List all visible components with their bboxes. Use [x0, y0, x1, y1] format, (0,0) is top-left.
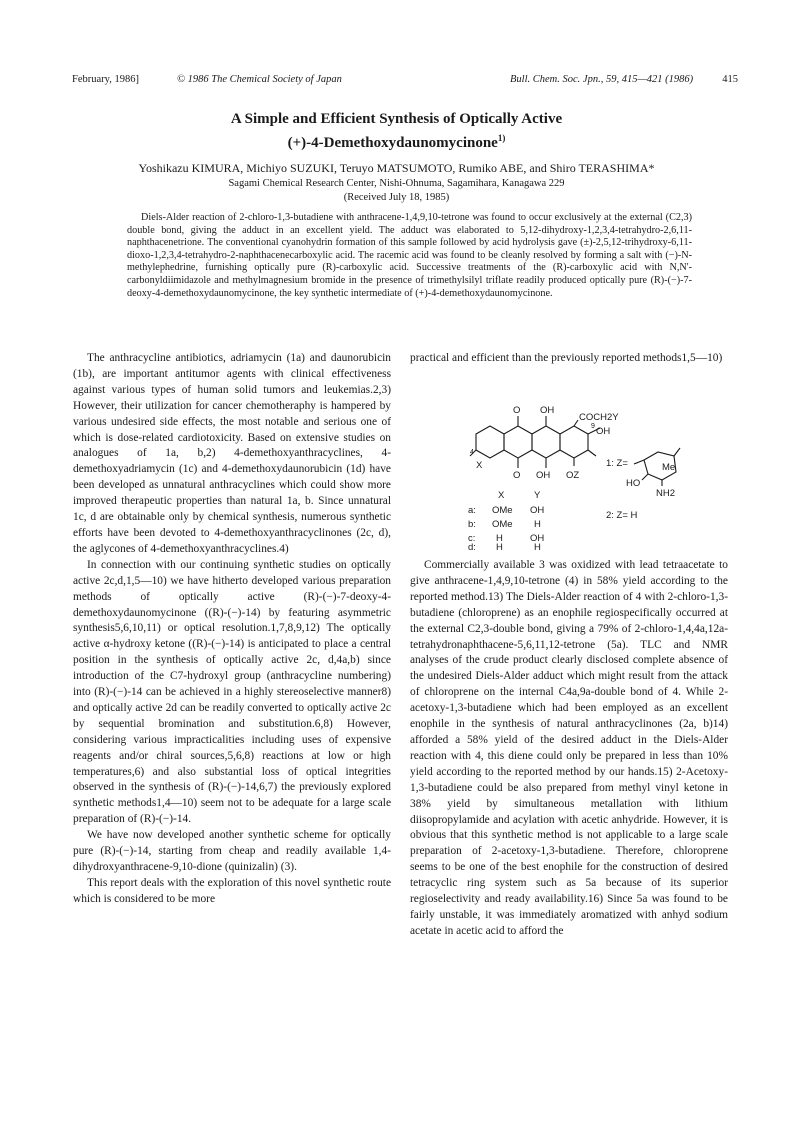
copyright-notice: © 1986 The Chemical Society of Japan: [177, 74, 342, 85]
table-header-y: Y: [534, 490, 541, 501]
label-x: X: [476, 460, 483, 471]
row-c-label: c:: [468, 533, 476, 544]
sugar-nh2: NH2: [656, 488, 676, 499]
page-number: 415: [722, 74, 738, 85]
row-d-y: H: [534, 542, 541, 550]
issue-date: February, 1986]: [72, 74, 139, 85]
row-b-label: b:: [468, 519, 476, 530]
label-oh-bottom: OH: [536, 470, 551, 481]
running-head: [72, 74, 738, 88]
row-d-label: d:: [468, 542, 476, 550]
z2-label: 2: Z= H: [606, 510, 638, 521]
label-cocH2y: COCH2Y: [579, 412, 619, 423]
title-line-2: (+)-4-Demethoxydaunomycinone: [287, 135, 498, 151]
label-pos4: 4: [470, 449, 474, 456]
row-b-y: H: [534, 519, 541, 530]
abstract-text: Diels-Alder reaction of 2-chloro-1,3-butadiene with anthracene-1,4,9,10-tetrone was found to occur exclusively at the external (C2,3) double bond, giving the adduct in an excellent yield. The adduct was elaborated to 5,12-dihydroxy-1,2,3,4-tetrahydro-2,6,11-naphthacenetrione. The conventional cyanohydrin formation of this sample followed by acid hydrolysis gave (±)-2,5,12-trihydroxy-6,11-dioxo-1,2,3,4-tetrahydro-2-naphthacenecarboxylic acid. The racemic acid was found to be cleanly resolved by forming a salt with (−)-N-methylephedrine, furnishing optically pure (R)-carboxylic acid. Successive treatments of the (R)-carboxylic acid with N,N'-carbonyldiimidazole and methylmagnesium bromide in the presence of trimethylsilyl triflate readily produced optically pure (R)-(−)-7-deoxy-4-demethoxydaunomycinone, the key synthetic intermediate of (+)-4-demethoxydaunomycinone.: [127, 212, 692, 299]
structure-scheme: [410, 398, 728, 550]
body-paragraph: We have now developed another synthetic scheme for optically pure (R)-(−)-14, starting from cheap and readily available 1,4-dihydroxyanthracene-9,10-dione (quinizalin) (3).: [73, 829, 391, 873]
label-pos9: 9: [591, 423, 595, 430]
row-a-label: a:: [468, 505, 476, 516]
label-o-top: O: [513, 405, 521, 416]
label-oh-top: OH: [540, 405, 555, 416]
substituent-table: [468, 505, 544, 550]
table-header-x: X: [498, 490, 505, 501]
body-column-left: [73, 351, 391, 908]
body-paragraph: The anthracycline antibiotics, adriamycin (1a) and daunorubicin (1b), are important antitumor agents with clinical effectiveness against various types of human solid tumors and leukemias.2,3) However, their utilization for cancer chemotheraphy is hampered by various undesired side effects, the most notable and serious one of which is dose-related cardiotoxicity. Based on extensive studies on analogues of 1a, b,2) 4-demethoxyanthracyclines, 4-demethoxyadriamycin (1c) and 4-demethoxydaunorubicin (1d) have been developed as unnatural anthracyclines which could show more improved therapeutic properties than natural 1a, b. Since unnatural 1c, d are obtainable only by chemical synthesis, numerous synthetic efforts have been devoted to 4-demethoxyanthracyclinones (2c, d), the aglycones of 4-demethoxyanthracyclines.4): [73, 352, 391, 555]
article-title: [100, 110, 693, 153]
abstract: [127, 212, 692, 300]
row-c-x: H: [496, 533, 503, 544]
received-date: (Received July 18, 1985): [343, 191, 450, 203]
affiliation-block: [90, 177, 703, 204]
body-paragraph: Commercially available 3 was oxidized with lead tetraacetate to give anthracene-1,4,9,10-tetrone (4) in 58% yield according to the reported method.13) The Diels-Alder reaction of 4 with 2-chloro-1,3-butadiene (chloroprene) as an enophile regiospecifically occurred at the external C2,3-double bond, giving a 79% of 2-chloro-1,4,4a,12a-tetrahydronaphthacene-5,6,11,12-tetrone (5a). TLC and NMR analyses of the crude product clearly disclosed complete absence of the undesired Diels-Alder adduct which might result from the attack of chloroprene on the internal C4a,9a-double bond of 4. While 2-acetoxy-1,3-butadiene which had been employed as an excellent enophile in the synthesis of natural anthracyclinones (2a, b)14) afforded a 58% yield of the desired adduct in the Diels-Alder reaction with 4, this diene could only be prepared in less than 10% yield according to the reported method by our hands.15) 2-Acetoxy-1,3-butadiene could be also prepared from methyl vinyl ketone in 38% yield by simultaneous metallation with lithium diisopropylamide and acylation with acetic anhydride. However, it is obvious that this synthetic method is not applicable to a large scale preparation of 2-acetoxy-1,3-butadiene. Therefore, chloroprene seems to be one of the best enophile for the construction of desired tetracyclic ring system such as 5a because of its superior regioselectivity and ready availability.16) Since 5a was found to be fairly unstable, it was immediately aromatized with anhyd sodium acetate in acetic acid to afford the: [410, 559, 728, 937]
journal-citation: Bull. Chem. Soc. Jpn., 59, 415—421 (1986): [510, 74, 694, 85]
author-list: Yoshikazu KIMURA, Michiyo SUZUKI, Teruyo MATSUMOTO, Rumiko ABE, and Shiro TERASHIMA*: [138, 161, 655, 175]
row-a-x: OMe: [492, 505, 513, 516]
row-d-x: H: [496, 542, 503, 550]
label-o-bottom: O: [513, 470, 521, 481]
row-c-y: OH: [530, 533, 545, 544]
label-oz: OZ: [566, 470, 580, 481]
anthracyclinone-structure: [470, 416, 600, 468]
title-footnote-mark: 1): [497, 133, 506, 143]
sugar-me: Me: [662, 462, 676, 473]
body-paragraph: In connection with our continuing synthetic studies on optically active 2c,d,1,5—10) we have hitherto developed various preparation methods of optically active (R)-(−)-7-deoxy-4-demethoxydaunomycinone ((R)-(−)-14) by featuring asymmetric synthesis5,6,10,11) or optical resolution.1,7,8,9,12) The optically active α-hydroxy ketone ((R)-(−)-14) is anticipated to place a central position in the synthesis of optically active 2c, d,4a,b) since introduction of the C7-hydroxyl group (anthracycline numbering) into (R)-(−)-14 can be achieved in a highly stereoselective manner8) and optically active 2d can be readily converted to optically active 2c by sequential bromination and substitution.6,8) However, considering various impracticalities including uses of expensive reagents and/or chiral sources,5,6,8) reactions at low or high temperatures,6) and also substantial loss of optical integrities observed in the synthesis of (R)-(−)-14,6,7) the previously explored synthetic methods1,4—10) seem not to be adequate for a large scale preparation of (R)-(−)-14.: [73, 558, 391, 826]
body-paragraph: This report deals with the exploration of this novel synthetic route which is considered to be more: [73, 876, 391, 905]
z1-label: 1: Z=: [606, 458, 628, 469]
row-a-y: OH: [530, 505, 545, 516]
row-b-x: OMe: [492, 519, 513, 530]
title-line-1: A Simple and Efficient Synthesis of Optically Active: [230, 111, 563, 127]
body-paragraph-continued: practical and efficient than the previously reported methods1,5—10): [410, 352, 723, 364]
sugar-ho: HO: [626, 478, 641, 489]
title-line-2-wrap: [100, 129, 693, 153]
label-oh-right: OH: [596, 426, 611, 437]
affiliation: Sagami Chemical Research Center, Nishi-Ohnuma, Sagamihara, Kanagawa 229: [228, 178, 565, 189]
